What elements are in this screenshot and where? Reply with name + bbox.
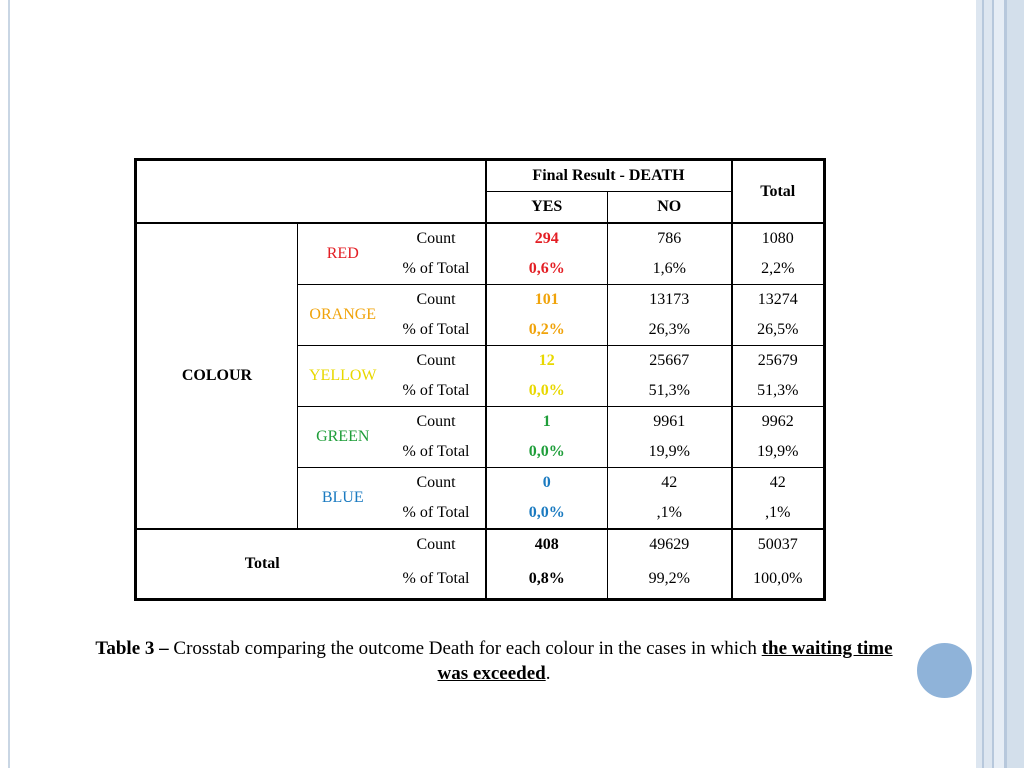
cell-yellow-count-no: 25667 xyxy=(608,346,732,377)
cell-green-count-yes: 1 xyxy=(486,407,608,438)
pct-label: % of Total xyxy=(402,443,470,460)
cell-blue-pct-no: ,1% xyxy=(608,498,732,529)
cell-yellow-pct-total: 51,3% xyxy=(732,376,825,407)
caption-prefix: Table 3 – xyxy=(95,638,169,659)
cell-green-count-total: 9962 xyxy=(732,407,825,438)
cell-orange-pct-yes: 0,2% xyxy=(486,315,608,346)
total-label: Total xyxy=(244,555,280,572)
cell-yellow-pct-no: 51,3% xyxy=(608,376,732,407)
cell-yellow-pct-yes: 0,0% xyxy=(486,376,608,407)
cell-red-count-total: 1080 xyxy=(732,223,825,254)
table-row xyxy=(136,223,825,254)
pct-label: % of Total xyxy=(402,321,470,338)
cell-orange-count-no: 13173 xyxy=(608,285,732,316)
cell-orange-pct-total: 26,5% xyxy=(732,315,825,346)
colour-label: COLOUR xyxy=(181,367,253,384)
left-border-line xyxy=(8,0,10,768)
cell-green-pct-no: 19,9% xyxy=(608,437,732,468)
caption-end: . xyxy=(545,663,551,684)
caption-emphasis: the waiting time was exceeded xyxy=(437,638,893,684)
count-label: Count xyxy=(388,407,486,438)
cell-green-count-no: 9961 xyxy=(608,407,732,438)
cell-red-pct-total: 2,2% xyxy=(732,254,825,285)
header-group: Final Result - DEATH xyxy=(486,160,732,192)
pct-label: % of Total xyxy=(402,260,470,277)
table-caption xyxy=(80,636,908,686)
crosstab-table xyxy=(134,158,826,601)
header-no: NO xyxy=(608,192,732,224)
header-yes: YES xyxy=(486,192,608,224)
colour-name-blue: BLUE xyxy=(298,468,388,530)
cell-green-pct-yes: 0,0% xyxy=(486,437,608,468)
cell-blue-pct-yes: 0,0% xyxy=(486,498,608,529)
pct-label: % of Total xyxy=(402,382,470,399)
count-label: Count xyxy=(388,468,486,499)
count-label: Count xyxy=(416,536,456,553)
header-row-1 xyxy=(136,160,825,192)
pct-label: % of Total xyxy=(402,504,470,521)
cell-blue-count-no: 42 xyxy=(608,468,732,499)
count-label: Count xyxy=(388,285,486,316)
cell-red-pct-no: 1,6% xyxy=(608,254,732,285)
colour-name-orange: ORANGE xyxy=(298,285,388,346)
cell-orange-count-total: 13274 xyxy=(732,285,825,316)
cell-yellow-count-total: 25679 xyxy=(732,346,825,377)
caption-text: Crosstab comparing the outcome Death for each colour in the cases in which xyxy=(168,638,762,659)
cell-total-pct-total: 100,0% xyxy=(732,560,825,600)
decorative-circle xyxy=(914,640,975,701)
colour-name-yellow: YELLOW xyxy=(298,346,388,407)
cell-blue-count-yes: 0 xyxy=(486,468,608,499)
count-label: Count xyxy=(388,346,486,377)
cell-total-count-no: 49629 xyxy=(608,529,732,560)
decorative-stripes xyxy=(976,0,1024,768)
pct-label: % of Total xyxy=(402,570,470,587)
cell-blue-count-total: 42 xyxy=(732,468,825,499)
cell-total-count-total: 50037 xyxy=(732,529,825,560)
cell-total-pct-yes: 0,8% xyxy=(486,560,608,600)
count-label: Count xyxy=(416,230,456,247)
cell-orange-count-yes: 101 xyxy=(486,285,608,316)
cell-yellow-count-yes: 12 xyxy=(486,346,608,377)
cell-orange-pct-no: 26,3% xyxy=(608,315,732,346)
cell-red-count-no: 786 xyxy=(608,223,732,254)
header-total: Total xyxy=(732,160,825,224)
cell-total-pct-no: 99,2% xyxy=(608,560,732,600)
colour-name-red: RED xyxy=(298,223,388,285)
header-empty-cell xyxy=(136,160,486,224)
cell-blue-pct-total: ,1% xyxy=(732,498,825,529)
cell-green-pct-total: 19,9% xyxy=(732,437,825,468)
cell-red-count-yes: 294 xyxy=(486,223,608,254)
table-row-total xyxy=(136,529,825,560)
colour-name-green: GREEN xyxy=(298,407,388,468)
cell-total-count-yes: 408 xyxy=(486,529,608,560)
cell-red-pct-yes: 0,6% xyxy=(486,254,608,285)
